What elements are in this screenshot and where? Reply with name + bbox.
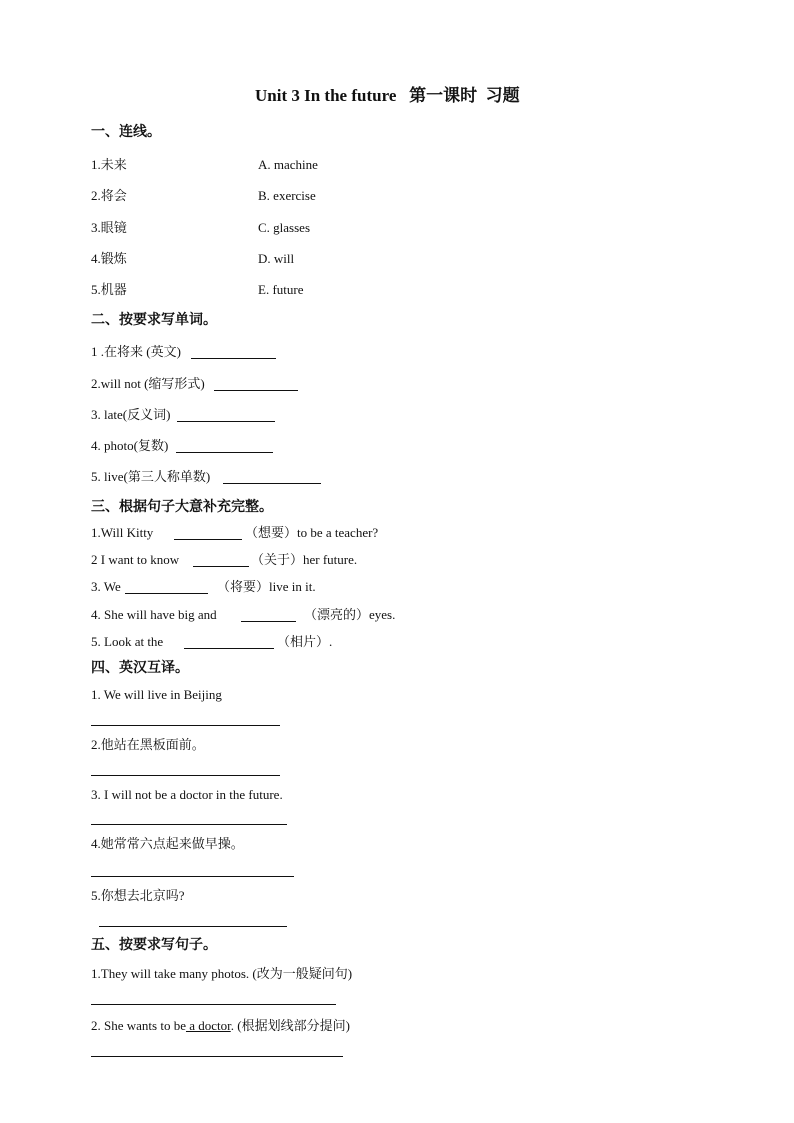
fill-item-4-prefix: 4. She will have big and xyxy=(91,607,217,622)
underlined-phrase: a doctor xyxy=(185,1018,231,1033)
word-item-5: 5. live(第三人称单数) xyxy=(91,469,211,484)
match-left-3: 3.眼镜 xyxy=(91,220,127,235)
match-right-e: E. future xyxy=(258,282,304,297)
match-left-5: 5.机器 xyxy=(91,282,127,297)
answer-line[interactable] xyxy=(174,539,242,540)
match-left-1: 1.未来 xyxy=(91,157,127,172)
section-1-heading: 一、连线。 xyxy=(91,125,161,140)
translate-item-3: 3. I will not be a doctor in the future. xyxy=(91,787,283,802)
page-title: Unit 3 In the future 第一课时 习题 xyxy=(255,86,520,105)
match-right-d: D. will xyxy=(258,251,295,266)
answer-line[interactable] xyxy=(91,824,287,825)
answer-line[interactable] xyxy=(223,483,321,484)
match-right-b: B. exercise xyxy=(258,188,316,203)
answer-line[interactable] xyxy=(125,593,208,594)
fill-item-2-suffix: （关于）her future. xyxy=(251,552,358,567)
answer-line[interactable] xyxy=(91,725,280,726)
fill-item-5-suffix: （相片）. xyxy=(277,634,333,649)
translate-item-4: 4.她常常六点起来做早操。 xyxy=(91,836,244,851)
match-left-4: 4.锻炼 xyxy=(91,251,127,266)
answer-line[interactable] xyxy=(99,926,287,927)
answer-line[interactable] xyxy=(91,1004,336,1005)
answer-line[interactable] xyxy=(176,452,273,453)
section-4-heading: 四、英汉互译。 xyxy=(91,661,189,676)
section-5-heading: 五、按要求写句子。 xyxy=(91,938,217,953)
section-3-heading: 三、根据句子大意补充完整。 xyxy=(91,500,273,515)
answer-line[interactable] xyxy=(184,648,274,649)
answer-line[interactable] xyxy=(191,358,276,359)
answer-line[interactable] xyxy=(91,876,294,877)
answer-line[interactable] xyxy=(177,421,275,422)
word-item-4: 4. photo(复数) xyxy=(91,438,169,453)
translate-item-1: 1. We will live in Beijing xyxy=(91,687,222,702)
answer-line[interactable] xyxy=(91,1056,343,1057)
word-item-1: 1 .在将来 (英文) xyxy=(91,344,181,359)
answer-line[interactable] xyxy=(91,775,280,776)
answer-line[interactable] xyxy=(193,566,249,567)
rewrite-item-2 xyxy=(91,1018,350,1034)
fill-item-2-prefix: 2 I want to know xyxy=(91,552,180,567)
match-left-2: 2.将会 xyxy=(91,188,127,203)
rewrite-item-2-suffix: . (根据划线部分提问) xyxy=(230,1018,350,1033)
answer-line[interactable] xyxy=(214,390,298,391)
match-right-c: C. glasses xyxy=(258,220,310,235)
answer-line[interactable] xyxy=(241,621,296,622)
fill-item-1-prefix: 1.Will Kitty xyxy=(91,525,154,540)
fill-item-3-prefix: 3. We xyxy=(91,579,121,594)
fill-item-1-suffix: （想要）to be a teacher? xyxy=(245,525,379,540)
rewrite-item-1: 1.They will take many photos. (改为一般疑问句) xyxy=(91,966,353,981)
fill-item-4-suffix: （漂亮的）eyes. xyxy=(304,607,396,622)
translate-item-2: 2.他站在黑板面前。 xyxy=(91,737,205,752)
match-right-a: A. machine xyxy=(258,157,318,172)
fill-item-3-suffix: （将要）live in it. xyxy=(217,579,316,594)
translate-item-5: 5.你想去北京吗? xyxy=(91,888,185,903)
rewrite-item-2-prefix: 2. She wants to be xyxy=(91,1018,186,1033)
word-item-2: 2.will not (缩写形式) xyxy=(91,376,205,391)
section-2-heading: 二、按要求写单词。 xyxy=(91,313,217,328)
word-item-3: 3. late(反义词) xyxy=(91,407,171,422)
fill-item-5-prefix: 5. Look at the xyxy=(91,634,164,649)
